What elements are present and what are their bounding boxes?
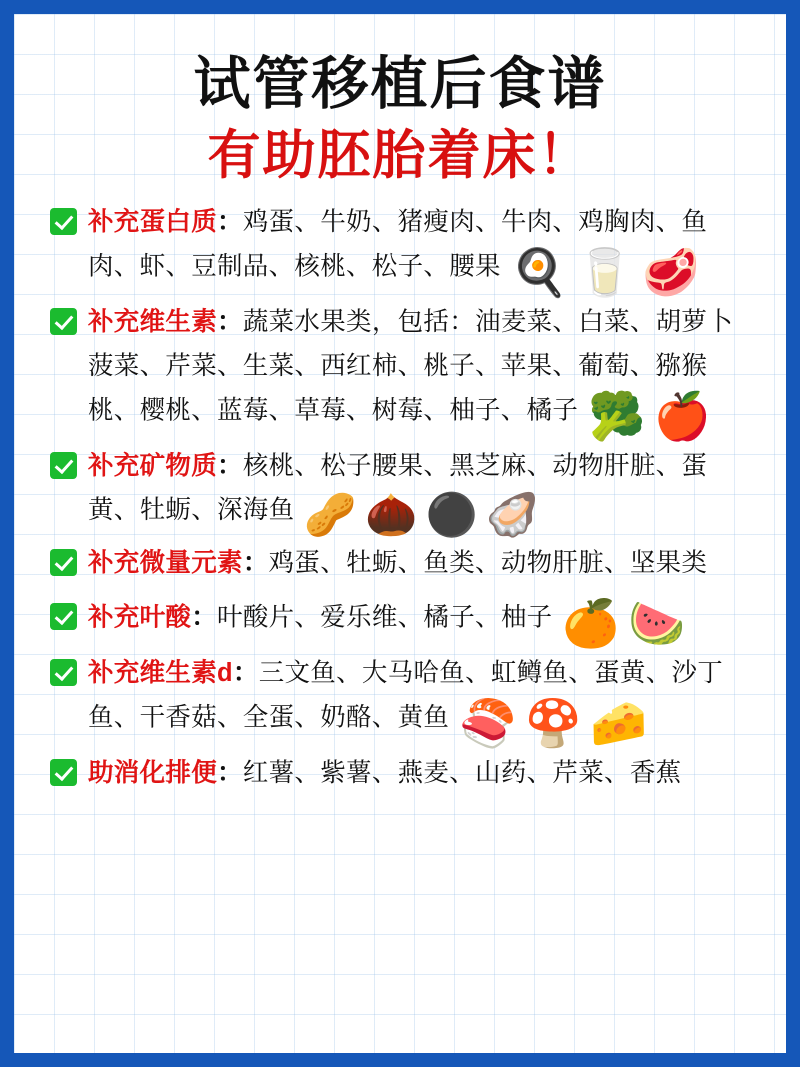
broccoli-icon: 🥦 [588, 389, 646, 442]
page-title: 试管移植后食谱 [193, 52, 607, 116]
list-item [48, 542, 752, 586]
label-colon: ： [217, 451, 243, 480]
list-item-text: 鸡蛋、牛奶、猪瘦肉、牛肉、鸡胸肉、鱼肉、虾、豆制品、核桃、松子、腰果 [88, 208, 708, 281]
list-item-body [88, 201, 746, 298]
list-item-body [88, 445, 746, 538]
list-item [48, 596, 752, 650]
grapefruit-icon: 🍉 [628, 597, 686, 650]
list-item [48, 445, 752, 538]
list-item-label: 补充微量元素 [88, 549, 243, 578]
milk-carton-icon: 🥛 [576, 246, 634, 298]
list-item [48, 201, 752, 298]
food-pictures [562, 597, 686, 650]
list-item-text: 红薯、紫薯、燕麦、山药、芹菜、香蕉 [242, 759, 682, 788]
list-item [48, 652, 752, 750]
list-item-text: 鸡蛋、牡蛎、鱼类、动物肝脏、坚果类 [268, 549, 708, 578]
cashew-icon: 🌰 [365, 490, 418, 538]
cheese-icon: 🧀 [590, 697, 648, 750]
label-colon: ： [232, 659, 259, 688]
food-pictures [588, 389, 712, 442]
check-icon [50, 208, 77, 235]
list-item-text: 蔬菜水果类，包括：油麦菜、白菜、胡萝卜菠菜、芹菜、生菜、西红柿、桃子、苹果、葡萄、猕猴桃、樱桃、蓝莓、草莓、树莓、柚子、橘子 [88, 308, 734, 425]
label-colon: ： [242, 549, 269, 578]
title-block [48, 52, 752, 187]
salmon-icon: 🍣 [459, 697, 517, 750]
walnut-icon: 🥜 [304, 490, 358, 538]
fried-egg-icon: 🍳 [510, 246, 569, 298]
list-item-body [88, 652, 746, 750]
list-item-label: 补充维生素d [88, 659, 233, 688]
food-pictures [304, 490, 539, 538]
list-item-label: 补充维生素 [88, 308, 218, 336]
list-item [48, 301, 752, 442]
check-icon [50, 549, 77, 576]
label-colon: ： [217, 308, 243, 336]
apple-icon: 🍎 [653, 389, 712, 442]
list-item-text: 叶酸片、爱乐维、橘子、柚子 [217, 604, 553, 633]
meat-slice-icon: 🥩 [641, 246, 700, 298]
list-item-label: 补充矿物质 [88, 451, 218, 480]
poster-inner [14, 14, 786, 1053]
page-subtitle: 有助胚胎着床！ [207, 125, 593, 185]
list-item-body [88, 542, 746, 586]
label-colon: ： [191, 604, 218, 633]
mushroom-icon: 🍄 [524, 697, 583, 750]
list-item-text: 核桃、松子腰果、黑芝麻、动物肝脏、蛋黄、牡蛎、深海鱼 [88, 451, 708, 524]
check-icon [50, 603, 77, 630]
black-sesame-icon: ⚫ [425, 490, 479, 538]
label-colon: ： [217, 208, 243, 237]
oyster-icon: 🦪 [486, 490, 539, 538]
food-pictures [459, 697, 648, 750]
list-item-body [88, 752, 746, 796]
list-item-label: 补充叶酸 [88, 604, 192, 633]
check-icon [50, 659, 77, 686]
list-item-text: 三文鱼、大马哈鱼、虹鳟鱼、蛋黄、沙丁鱼、干香菇、全蛋、奶酪、黄鱼 [88, 659, 724, 732]
check-icon [50, 308, 77, 335]
list-item-body [88, 301, 746, 442]
check-icon [50, 759, 77, 786]
food-pictures [510, 246, 700, 298]
list-item [48, 752, 752, 796]
check-icon [50, 452, 77, 479]
orange-icon: 🍊 [562, 597, 620, 650]
list-item-label: 补充蛋白质 [88, 208, 218, 237]
list-item-label: 助消化排便 [88, 759, 218, 788]
label-colon: ： [217, 759, 243, 788]
list-item-body [88, 596, 746, 650]
